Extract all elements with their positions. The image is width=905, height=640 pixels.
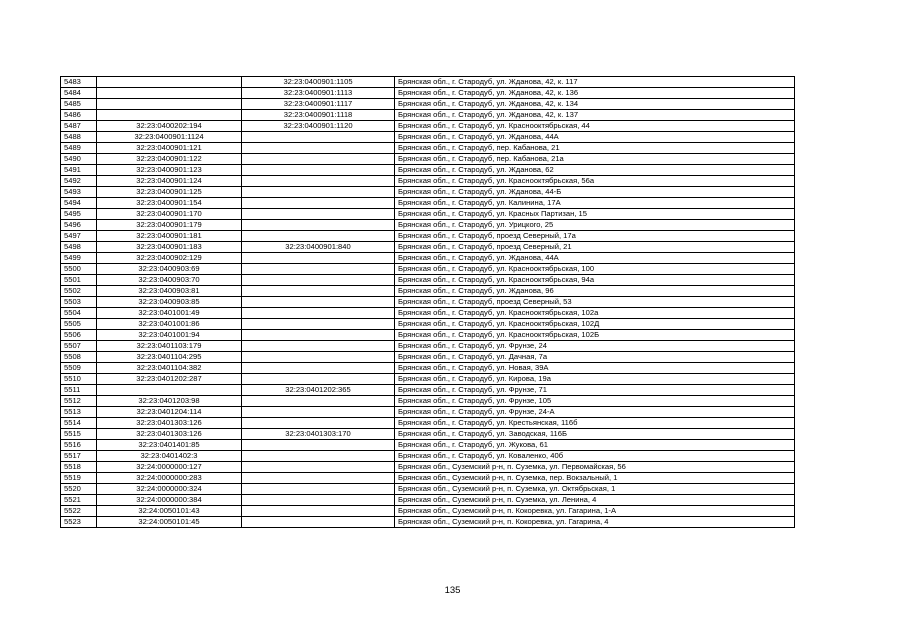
- cadastral-number-cell: 32:23:0401203:98: [97, 396, 242, 407]
- table-row: [61, 264, 795, 275]
- cadastral-number-secondary-cell: [242, 220, 395, 231]
- cadastral-number-cell: 32:24:0000000:324: [97, 484, 242, 495]
- table-row: [61, 165, 795, 176]
- cadastral-number-secondary-cell: [242, 352, 395, 363]
- address-cell: Брянская обл., г. Стародуб, ул. Жданова, 44А: [395, 132, 795, 143]
- address-cell: Брянская обл., г. Стародуб, ул. Краснооктябрьская, 94а: [395, 275, 795, 286]
- row-number-cell: 5517: [61, 451, 97, 462]
- address-cell: Брянская обл., Суземский р-н, п. Суземка, ул. Ленина, 4: [395, 495, 795, 506]
- address-cell: Брянская обл., г. Стародуб, ул. Калинина, 17А: [395, 198, 795, 209]
- address-cell: Брянская обл., г. Стародуб, ул. Жданова, 96: [395, 286, 795, 297]
- cadastral-number-secondary-cell: 32:23:0400901:1113: [242, 88, 395, 99]
- cadastral-number-cell: 32:24:0000000:127: [97, 462, 242, 473]
- row-number-cell: 5488: [61, 132, 97, 143]
- cadastral-number-secondary-cell: 32:23:0400901:1117: [242, 99, 395, 110]
- row-number-cell: 5506: [61, 330, 97, 341]
- cadastral-number-secondary-cell: [242, 231, 395, 242]
- address-cell: Брянская обл., г. Стародуб, ул. Краснооктябрьская, 102Д: [395, 319, 795, 330]
- table-row: [61, 495, 795, 506]
- cadastral-number-cell: 32:23:0400903:85: [97, 297, 242, 308]
- cadastral-number-secondary-cell: [242, 319, 395, 330]
- cadastral-number-cell: 32:23:0400901:123: [97, 165, 242, 176]
- address-cell: Брянская обл., Суземский р-н, п. Суземка, пер. Вокзальный, 1: [395, 473, 795, 484]
- registry-table: [60, 76, 795, 528]
- row-number-cell: 5485: [61, 99, 97, 110]
- cadastral-number-cell: [97, 99, 242, 110]
- address-cell: Брянская обл., г. Стародуб, ул. Жданова, 44А: [395, 253, 795, 264]
- table-row: [61, 473, 795, 484]
- address-cell: Брянская обл., г. Стародуб, ул. Жданова, 44-Б: [395, 187, 795, 198]
- table-row: [61, 143, 795, 154]
- row-number-cell: 5494: [61, 198, 97, 209]
- cadastral-number-secondary-cell: [242, 330, 395, 341]
- cadastral-number-cell: 32:23:0401103:179: [97, 341, 242, 352]
- registry-table-body: [61, 77, 795, 528]
- cadastral-number-secondary-cell: 32:23:0400901:1105: [242, 77, 395, 88]
- row-number-cell: 5521: [61, 495, 97, 506]
- cadastral-number-secondary-cell: [242, 132, 395, 143]
- cadastral-number-cell: 32:23:0401104:382: [97, 363, 242, 374]
- table-row: [61, 187, 795, 198]
- row-number-cell: 5505: [61, 319, 97, 330]
- cadastral-number-cell: 32:23:0400901:181: [97, 231, 242, 242]
- table-row: [61, 352, 795, 363]
- address-cell: Брянская обл., г. Стародуб, ул. Жданова, 42, к. 134: [395, 99, 795, 110]
- cadastral-number-secondary-cell: [242, 363, 395, 374]
- cadastral-number-cell: 32:23:0400901:170: [97, 209, 242, 220]
- row-number-cell: 5513: [61, 407, 97, 418]
- cadastral-number-cell: [97, 88, 242, 99]
- address-cell: Брянская обл., г. Стародуб, ул. Краснооктябрьская, 102а: [395, 308, 795, 319]
- address-cell: Брянская обл., Суземский р-н, п. Кокоревка, ул. Гагарина, 4: [395, 517, 795, 528]
- address-cell: Брянская обл., г. Стародуб, ул. Крестьянская, 116б: [395, 418, 795, 429]
- row-number-cell: 5500: [61, 264, 97, 275]
- address-cell: Брянская обл., г. Стародуб, пер. Кабанова, 21а: [395, 154, 795, 165]
- cadastral-number-cell: [97, 385, 242, 396]
- cadastral-number-cell: 32:23:0400901:122: [97, 154, 242, 165]
- table-row: [61, 198, 795, 209]
- cadastral-number-cell: 32:23:0400901:121: [97, 143, 242, 154]
- cadastral-number-secondary-cell: [242, 253, 395, 264]
- row-number-cell: 5483: [61, 77, 97, 88]
- cadastral-number-secondary-cell: [242, 341, 395, 352]
- row-number-cell: 5491: [61, 165, 97, 176]
- address-cell: Брянская обл., г. Стародуб, ул. Жданова, 42, к. 136: [395, 88, 795, 99]
- cadastral-number-secondary-cell: [242, 286, 395, 297]
- address-cell: Брянская обл., г. Стародуб, ул. Жданова, 62: [395, 165, 795, 176]
- cadastral-number-cell: 32:23:0401204:114: [97, 407, 242, 418]
- row-number-cell: 5496: [61, 220, 97, 231]
- table-row: [61, 242, 795, 253]
- cadastral-number-secondary-cell: [242, 187, 395, 198]
- cadastral-number-cell: 32:23:0401401:85: [97, 440, 242, 451]
- row-number-cell: 5509: [61, 363, 97, 374]
- table-row: [61, 154, 795, 165]
- cadastral-number-cell: 32:23:0400901:1124: [97, 132, 242, 143]
- cadastral-number-cell: 32:24:0000000:384: [97, 495, 242, 506]
- table-row: [61, 319, 795, 330]
- cadastral-number-cell: 32:23:0401001:94: [97, 330, 242, 341]
- cadastral-number-secondary-cell: [242, 418, 395, 429]
- cadastral-number-cell: 32:23:0401202:287: [97, 374, 242, 385]
- cadastral-number-secondary-cell: [242, 264, 395, 275]
- table-row: [61, 220, 795, 231]
- cadastral-number-secondary-cell: [242, 209, 395, 220]
- table-row: [61, 484, 795, 495]
- cadastral-number-secondary-cell: [242, 275, 395, 286]
- table-row: [61, 132, 795, 143]
- cadastral-number-cell: [97, 77, 242, 88]
- cadastral-number-cell: 32:23:0400903:81: [97, 286, 242, 297]
- table-row: [61, 176, 795, 187]
- cadastral-number-secondary-cell: [242, 165, 395, 176]
- address-cell: Брянская обл., г. Стародуб, ул. Жданова, 42, к. 117: [395, 77, 795, 88]
- table-row: [61, 462, 795, 473]
- cadastral-number-cell: 32:23:0401104:295: [97, 352, 242, 363]
- cadastral-number-cell: 32:23:0401303:126: [97, 418, 242, 429]
- row-number-cell: 5523: [61, 517, 97, 528]
- cadastral-number-cell: 32:23:0400903:69: [97, 264, 242, 275]
- table-row: [61, 297, 795, 308]
- address-cell: Брянская обл., г. Стародуб, пер. Кабанова, 21: [395, 143, 795, 154]
- table-row: [61, 396, 795, 407]
- row-number-cell: 5511: [61, 385, 97, 396]
- table-row: [61, 440, 795, 451]
- row-number-cell: 5503: [61, 297, 97, 308]
- row-number-cell: 5495: [61, 209, 97, 220]
- table-row: [61, 341, 795, 352]
- address-cell: Брянская обл., г. Стародуб, ул. Краснооктябрьская, 56а: [395, 176, 795, 187]
- cadastral-number-secondary-cell: [242, 198, 395, 209]
- address-cell: Брянская обл., г. Стародуб, ул. Жданова, 42, к. 137: [395, 110, 795, 121]
- table-row: [61, 209, 795, 220]
- cadastral-number-secondary-cell: 32:23:0401202:365: [242, 385, 395, 396]
- cadastral-number-cell: 32:23:0400902:129: [97, 253, 242, 264]
- cadastral-number-cell: 32:23:0401303:126: [97, 429, 242, 440]
- address-cell: Брянская обл., г. Стародуб, ул. Коваленко, 40б: [395, 451, 795, 462]
- cadastral-number-cell: 32:23:0401402:3: [97, 451, 242, 462]
- address-cell: Брянская обл., г. Стародуб, ул. Фрунзе, 24-А: [395, 407, 795, 418]
- table-row: [61, 374, 795, 385]
- row-number-cell: 5497: [61, 231, 97, 242]
- row-number-cell: 5519: [61, 473, 97, 484]
- address-cell: Брянская обл., г. Стародуб, ул. Дачная, 7а: [395, 352, 795, 363]
- row-number-cell: 5498: [61, 242, 97, 253]
- row-number-cell: 5502: [61, 286, 97, 297]
- table-row: [61, 385, 795, 396]
- cadastral-number-secondary-cell: [242, 143, 395, 154]
- table-row: [61, 407, 795, 418]
- row-number-cell: 5507: [61, 341, 97, 352]
- cadastral-number-cell: 32:23:0400903:70: [97, 275, 242, 286]
- cadastral-number-secondary-cell: [242, 396, 395, 407]
- address-cell: Брянская обл., г. Стародуб, ул. Краснооктябрьская, 102Б: [395, 330, 795, 341]
- row-number-cell: 5508: [61, 352, 97, 363]
- row-number-cell: 5489: [61, 143, 97, 154]
- table-row: [61, 77, 795, 88]
- table-row: [61, 363, 795, 374]
- table-row: [61, 88, 795, 99]
- table-row: [61, 99, 795, 110]
- row-number-cell: 5522: [61, 506, 97, 517]
- address-cell: Брянская обл., г. Стародуб, ул. Фрунзе, 71: [395, 385, 795, 396]
- address-cell: Брянская обл., Суземский р-н, п. Суземка, ул. Первомайская, 56: [395, 462, 795, 473]
- address-cell: Брянская обл., г. Стародуб, ул. Урицкого, 25: [395, 220, 795, 231]
- cadastral-number-cell: [97, 110, 242, 121]
- address-cell: Брянская обл., г. Стародуб, ул. Заводская, 116Б: [395, 429, 795, 440]
- cadastral-number-secondary-cell: [242, 462, 395, 473]
- row-number-cell: 5515: [61, 429, 97, 440]
- table-row: [61, 330, 795, 341]
- cadastral-number-secondary-cell: 32:23:0401303:170: [242, 429, 395, 440]
- row-number-cell: 5518: [61, 462, 97, 473]
- address-cell: Брянская обл., г. Стародуб, ул. Кирова, 19а: [395, 374, 795, 385]
- cadastral-number-secondary-cell: [242, 374, 395, 385]
- cadastral-number-cell: 32:23:0401001:86: [97, 319, 242, 330]
- address-cell: Брянская обл., г. Стародуб, ул. Фрунзе, 24: [395, 341, 795, 352]
- cadastral-number-cell: 32:23:0400901:183: [97, 242, 242, 253]
- row-number-cell: 5514: [61, 418, 97, 429]
- cadastral-number-secondary-cell: 32:23:0400901:1120: [242, 121, 395, 132]
- row-number-cell: 5484: [61, 88, 97, 99]
- address-cell: Брянская обл., г. Стародуб, ул. Фрунзе, 105: [395, 396, 795, 407]
- row-number-cell: 5516: [61, 440, 97, 451]
- cadastral-number-cell: 32:23:0400202:194: [97, 121, 242, 132]
- cadastral-number-cell: 32:24:0050101:45: [97, 517, 242, 528]
- cadastral-number-secondary-cell: [242, 517, 395, 528]
- address-cell: Брянская обл., г. Стародуб, ул. Красных Партизан, 15: [395, 209, 795, 220]
- address-cell: Брянская обл., г. Стародуб, ул. Новая, 39А: [395, 363, 795, 374]
- address-cell: Брянская обл., г. Стародуб, ул. Жукова, 61: [395, 440, 795, 451]
- address-cell: Брянская обл., г. Стародуб, ул. Краснооктябрьская, 44: [395, 121, 795, 132]
- row-number-cell: 5501: [61, 275, 97, 286]
- cadastral-number-cell: 32:23:0400901:124: [97, 176, 242, 187]
- cadastral-number-secondary-cell: [242, 176, 395, 187]
- row-number-cell: 5510: [61, 374, 97, 385]
- cadastral-number-cell: 32:23:0400901:179: [97, 220, 242, 231]
- table-row: [61, 286, 795, 297]
- table-row: [61, 308, 795, 319]
- cadastral-number-secondary-cell: [242, 495, 395, 506]
- cadastral-number-secondary-cell: [242, 440, 395, 451]
- cadastral-number-secondary-cell: [242, 451, 395, 462]
- cadastral-number-cell: 32:24:0050101:43: [97, 506, 242, 517]
- cadastral-number-secondary-cell: [242, 473, 395, 484]
- table-row: [61, 231, 795, 242]
- table-row: [61, 506, 795, 517]
- address-cell: Брянская обл., Суземский р-н, п. Кокоревка, ул. Гагарина, 1-А: [395, 506, 795, 517]
- cadastral-number-secondary-cell: [242, 154, 395, 165]
- row-number-cell: 5490: [61, 154, 97, 165]
- table-row: [61, 110, 795, 121]
- table-row: [61, 121, 795, 132]
- address-cell: Брянская обл., г. Стародуб, проезд Северный, 53: [395, 297, 795, 308]
- cadastral-number-secondary-cell: 32:23:0400901:840: [242, 242, 395, 253]
- address-cell: Брянская обл., г. Стародуб, проезд Северный, 17а: [395, 231, 795, 242]
- cadastral-number-secondary-cell: [242, 484, 395, 495]
- row-number-cell: 5504: [61, 308, 97, 319]
- table-row: [61, 451, 795, 462]
- row-number-cell: 5520: [61, 484, 97, 495]
- cadastral-number-secondary-cell: 32:23:0400901:1118: [242, 110, 395, 121]
- address-cell: Брянская обл., Суземский р-н, п. Суземка, ул. Октябрьская, 1: [395, 484, 795, 495]
- table-row: [61, 275, 795, 286]
- row-number-cell: 5499: [61, 253, 97, 264]
- cadastral-number-cell: 32:23:0401001:49: [97, 308, 242, 319]
- row-number-cell: 5493: [61, 187, 97, 198]
- table-row: [61, 253, 795, 264]
- address-cell: Брянская обл., г. Стародуб, ул. Краснооктябрьская, 100: [395, 264, 795, 275]
- cadastral-number-secondary-cell: [242, 407, 395, 418]
- cadastral-number-secondary-cell: [242, 506, 395, 517]
- page-number: 135: [444, 585, 461, 596]
- cadastral-number-cell: 32:23:0400901:125: [97, 187, 242, 198]
- cadastral-number-secondary-cell: [242, 308, 395, 319]
- address-cell: Брянская обл., г. Стародуб, проезд Северный, 21: [395, 242, 795, 253]
- row-number-cell: 5492: [61, 176, 97, 187]
- table-row: [61, 517, 795, 528]
- row-number-cell: 5512: [61, 396, 97, 407]
- table-row: [61, 429, 795, 440]
- table-row: [61, 418, 795, 429]
- cadastral-number-cell: 32:23:0400901:154: [97, 198, 242, 209]
- cadastral-number-secondary-cell: [242, 297, 395, 308]
- row-number-cell: 5487: [61, 121, 97, 132]
- row-number-cell: 5486: [61, 110, 97, 121]
- cadastral-number-cell: 32:24:0000000:283: [97, 473, 242, 484]
